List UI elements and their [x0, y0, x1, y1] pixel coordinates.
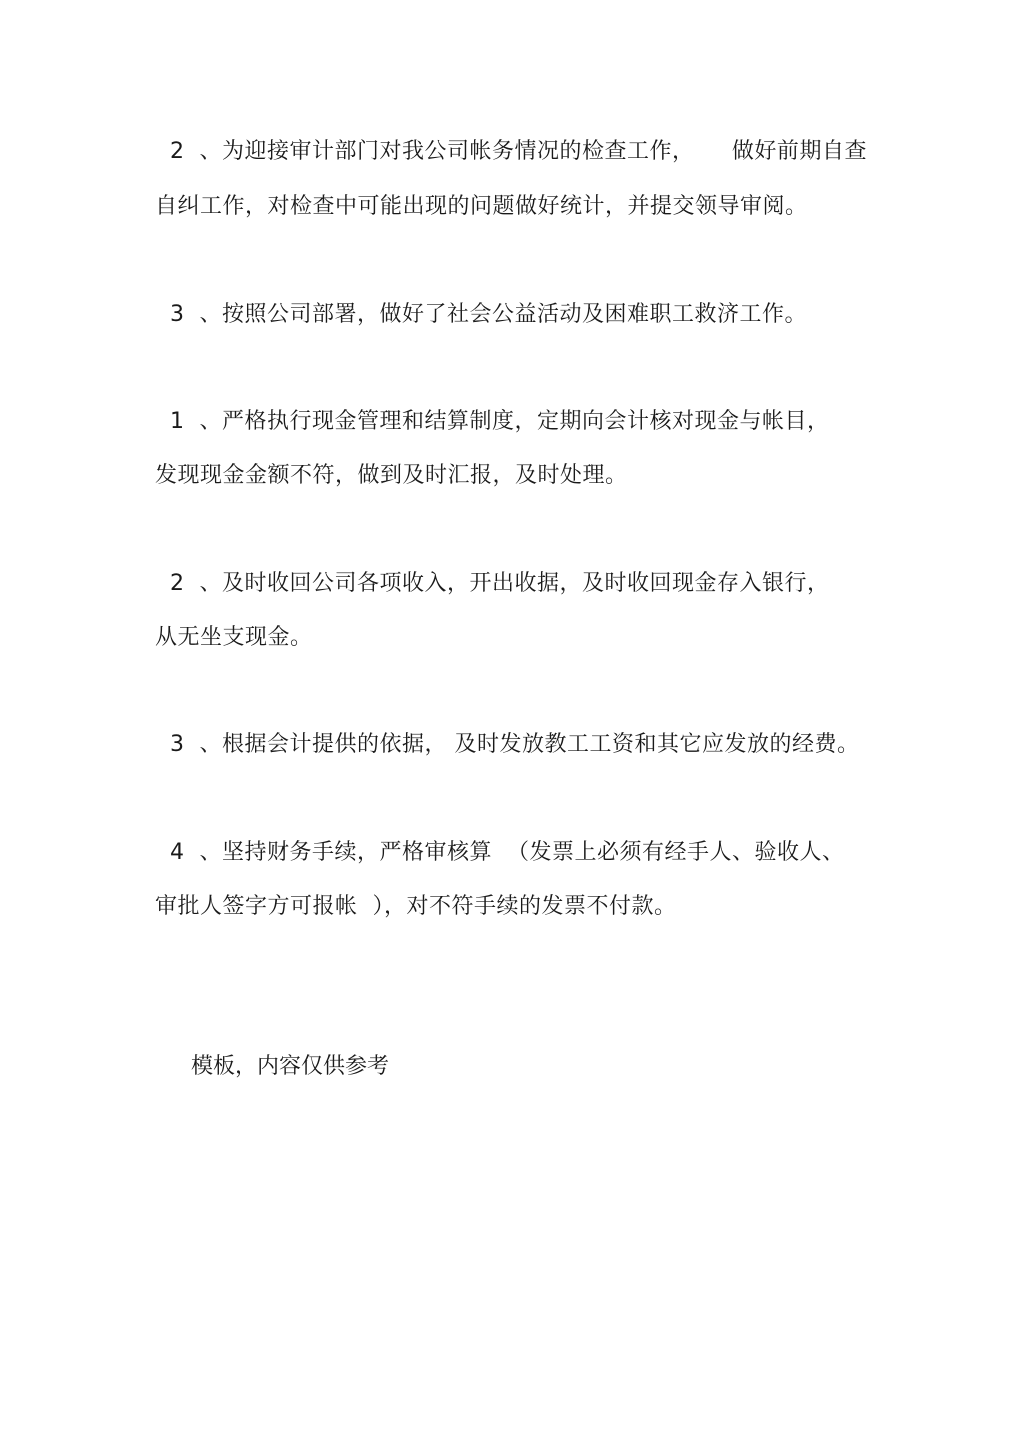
paragraph-5-line-1: 3 、根据会计提供的依据， 及时发放教工工资和其它应发放的经费。	[155, 732, 860, 757]
paragraph-3-line-1: 1 、严格执行现金管理和结算制度，定期向会计核对现金与帐目，	[155, 409, 830, 434]
paragraph-6-line-2: 审批人签字方可报帐 ），对不符手续的发票不付款。	[155, 894, 677, 919]
paragraph-3-line-2: 发现现金金额不符，做到及时汇报，及时处理。	[155, 463, 628, 488]
paragraph-1-line-2: 自纠工作，对检查中可能出现的问题做好统计，并提交领导审阅。	[155, 194, 808, 219]
paragraph-1-line-1: 2 、为迎接审计部门对我公司帐务情况的检查工作， 做好前期自查	[155, 139, 867, 164]
paragraph-6-line-1: 4 、坚持财务手续，严格审核算 （发票上必须有经手人、验收人、	[155, 840, 845, 865]
paragraph-4-line-2: 从无坐支现金。	[155, 625, 313, 650]
footer-note: 模板，内容仅供参考	[191, 1054, 390, 1079]
paragraph-2-line-1: 3 、按照公司部署，做好了社会公益活动及困难职工救济工作。	[155, 302, 807, 327]
paragraph-4-line-1: 2 、及时收回公司各项收入，开出收据，及时收回现金存入银行，	[155, 571, 830, 596]
